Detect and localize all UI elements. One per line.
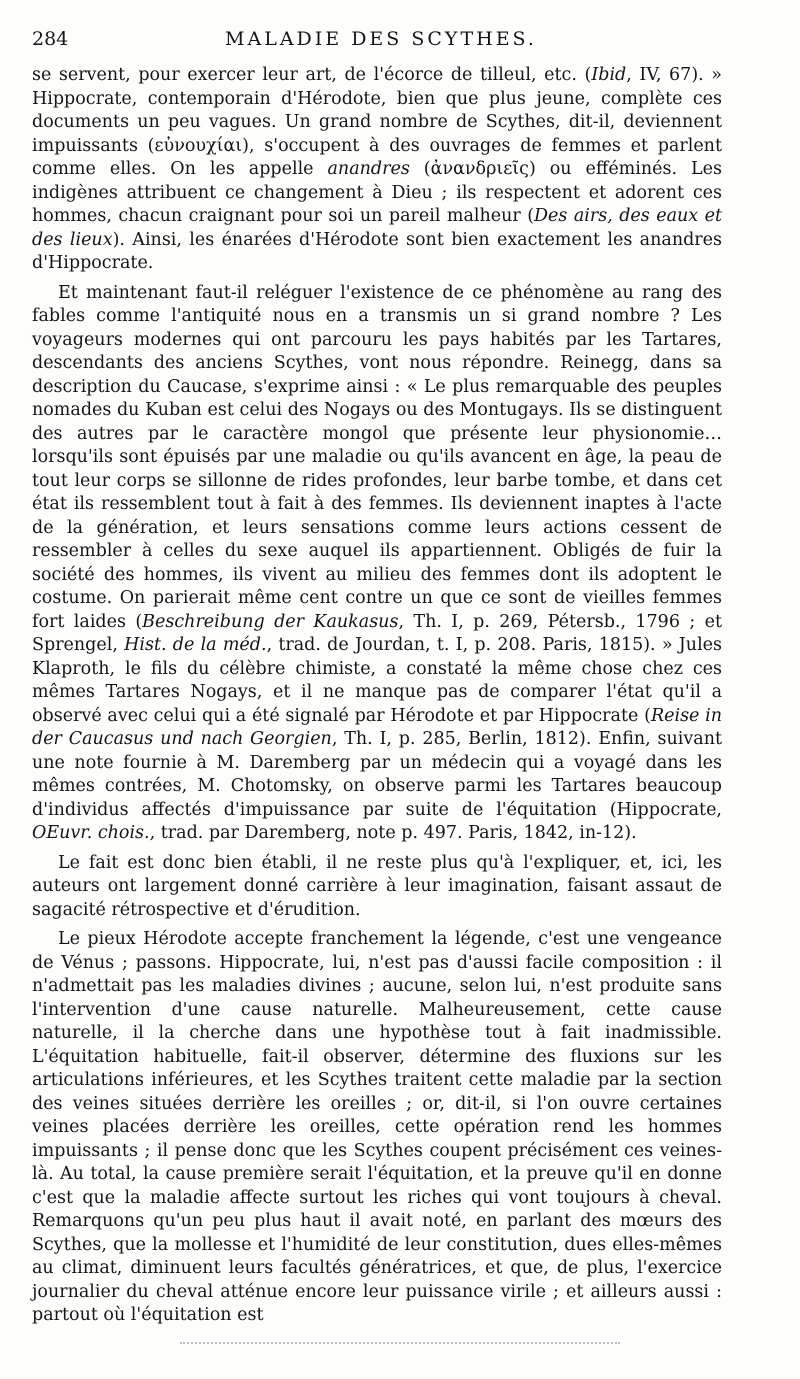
italic-text: Reise in der Caucasus und nach Georgien xyxy=(32,705,723,749)
italic-text: OEuvr. chois. xyxy=(32,823,150,843)
italic-text: anandres xyxy=(327,159,410,179)
page-number: 284 xyxy=(32,28,69,50)
paragraph xyxy=(32,928,722,1328)
paragraph xyxy=(32,852,722,923)
text-run: ). Ainsi, les énarées d'Hérodote sont bien exactement les anandres d'Hippocrate. xyxy=(32,229,722,273)
italic-text: Des airs, des eaux et des lieux xyxy=(32,206,722,250)
text-run: se servent, pour exercer leur art, de l'écorce de tilleul, etc. ( xyxy=(32,65,592,85)
text-run: , Th. I, p. 285, Berlin, 1812). Enfin, suivant une note fournie à M. Daremberg par un médecin qui a voyagé dans les mêmes contrées, M. Chotomsky, on observe parmi les Tartares beaucoup d'individus affectés d'impuissance par suite de l'équitation (Hippocrate, xyxy=(32,729,723,820)
text-run: , trad. par Daremberg, note p. 497. Paris, 1842, in-12). xyxy=(149,823,637,843)
text-run: , trad. de Jourdan, t. I, p. 208. Paris, 1815). » Jules Klaproth, le fils du célèbre chimiste, a constaté la même chose chez ces mêmes Tartares Nogays, et il ne manque pas de comparer l'état qu'il a observé avec celui qui a été signalé par Hérodote et par Hippocrate ( xyxy=(32,635,722,726)
footer-rule xyxy=(180,1342,620,1344)
paragraph xyxy=(32,64,722,276)
text-run: , IV, 67). » Hippocrate, contemporain d'Hérodote, bien que plus jeune, complète ces documents un peu vagues. Un grand nombre de Scythes, dit-il, deviennent impuissants (εὐνουχίαι), s'occupent à des ouvrages de femmes et parlent comme elles. On les appelle xyxy=(32,65,722,179)
page-header xyxy=(32,28,730,58)
text-run: (ἀνανδριεῖς) ou efféminés. Les indigènes attribuent ce changement à Dieu ; ils respectent et adorent ces hommes, chacun craignant pour soi un pareil malheur ( xyxy=(32,159,722,226)
text-run: Et maintenant faut-il reléguer l'existence de ce phénomène au rang des fables comme l'antiquité nous en a transmis un si grand nombre ? Les voyageurs modernes qui ont parcouru les pays habités par les Tartares, descendants des anciens Scythes, vont nous répondre. Reinegg, dans sa description du Caucase, s'exprime ainsi : « Le plus remarquable des peuples nomades du Kuban est celui des Nogays ou des Montugays. Ils se distinguent des autres par le caractère mongol que présente leur physionomie… lorsqu'ils sont épuisés par une maladie ou qu'ils avancent en âge, la peau de tout leur corps se sillonne de rides profondes, leur barbe tombe, et dans cet état ils ressemblent tout à fait à des femmes. Ils deviennent inaptes à l'acte de la génération, et leurs sensations comme leurs actions cessent de ressembler à celles du sexe auquel ils appartiennent. Obligés de fuir la société des hommes, ils vivent au milieu des femmes dont ils adoptent le costume. On parierait même cent contre un que ce sont de vieilles femmes fort laides ( xyxy=(32,282,722,632)
body-text xyxy=(32,64,722,1328)
italic-text: Beschreibung der Kaukasus xyxy=(142,611,399,632)
italic-text: Hist. de la méd. xyxy=(124,635,267,655)
text-run: Le pieux Hérodote accepte franchement la légende, c'est une vengeance de Vénus ; passons. Hippocrate, lui, n'est pas d'aussi facile composition : il n'admettait pas les maladies divines ; aucune, selon lui, n'est produite sans l'intervention d'une cause naturelle. Malheureusement, cette cause naturelle, il la cherche dans une hypothèse tout à fait inadmissible. L'équitation habituelle, fait-il observer, détermine des fluxions sur les articulations inférieures, et les Scythes traitent cette maladie par la section des veines situées derrière les oreilles ; or, dit-il, si l'on ouvre certaines veines placées derrière les oreilles, cette opération rend les hommes impuissants ; il pense donc que les Scythes coupent précisément ces veines-là. Au total, la cause première serait l'équitation, et la preuve qu'il en donne c'est que la maladie affecte surtout les riches qui vont toujours à cheval. Remarquons qu'un peu plus haut il avait noté, en parlant des mœurs des Scythes, que la mollesse et l'humidité de leur constitution, dues elles-mêmes au climat, diminuent leurs facultés génératrices, et que, de plus, l'exercice journalier du cheval atténue encore leur puissance virile ; et ailleurs aussi : partout où l'équitation est xyxy=(32,929,722,1325)
text-run: Le fait est donc bien établi, il ne reste plus qu'à l'expliquer, et, ici, les auteurs ont largement donné carrière à leur imagination, faisant assaut de sagacité rétrospective et d'érudition. xyxy=(32,852,722,920)
running-title: MALADIE DES SCYTHES. xyxy=(225,28,537,50)
italic-text: Ibid xyxy=(591,65,627,85)
text-run: , Th. I, p. 269, Pétersb., 1796 ; et Sprengel, xyxy=(32,611,723,655)
paragraph xyxy=(32,282,722,846)
